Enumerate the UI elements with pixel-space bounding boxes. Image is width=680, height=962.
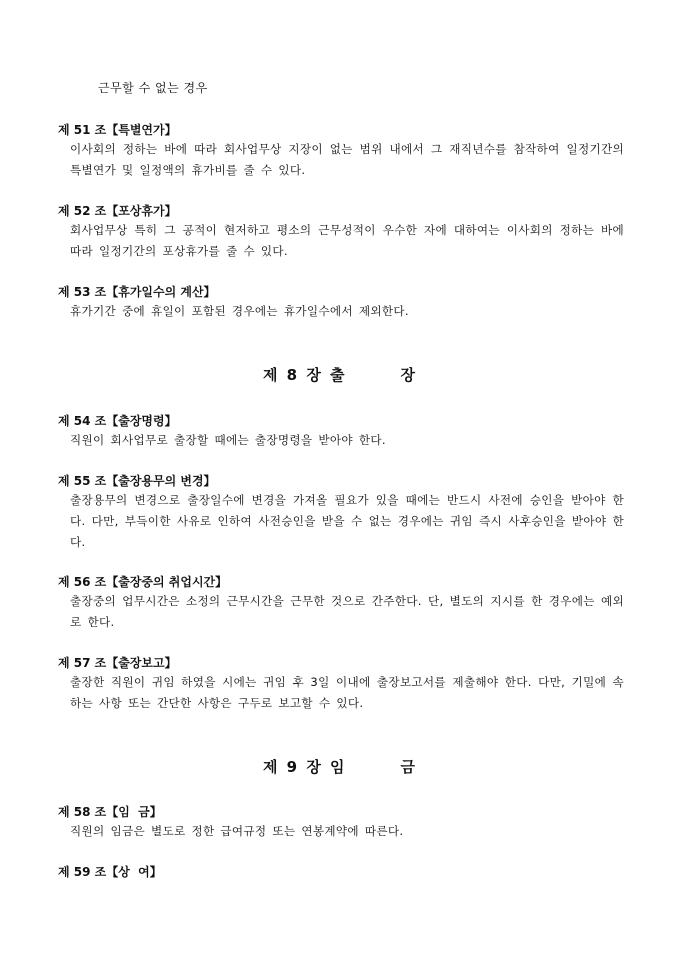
article-body: 직원이 회사업무로 출장할 때에는 출장명령을 받아야 한다. — [70, 433, 386, 447]
article-55 — [58, 472, 624, 553]
article-54 — [58, 412, 624, 451]
article-title: 제 54 조【출장명령】 — [58, 414, 177, 428]
article-body: 출장한 직원이 귀임 하였을 시에는 귀임 후 3일 이내에 출장보고서를 제출해야 한다. 다만, 기밀에 속하는 사항 또는 간단한 사항은 구두로 보고할 수 있다. — [70, 675, 624, 710]
article-body: 이사회의 정하는 바에 따라 회사업무상 지장이 없는 범위 내에서 그 재직년수를 참작하여 일정기간의 특별연가 및 일정액의 휴가비를 줄 수 있다. — [70, 142, 624, 177]
article-body: 출장중의 업무시간은 소정의 근무시간을 근무한 것으로 간주한다. 단, 별도의 지시를 한 경우에는 예외로 한다. — [70, 594, 624, 629]
article-title: 제 52 조【포상휴가】 — [58, 204, 177, 218]
chapter-heading-8 — [0, 364, 680, 385]
article-title: 제 55 조【출장용무의 변경】 — [58, 474, 216, 488]
continued-text: 근무할 수 없는 경우 — [98, 81, 208, 95]
article-title: 제 59 조【상 여】 — [58, 865, 162, 879]
article-body: 출장용무의 변경으로 출장일수에 변경을 가져올 필요가 있을 때에는 반드시 사전에 승인을 받아야 한다. 다만, 부득이한 사유로 인하여 사전승인을 받을 수 없는 경우에는 귀임 즉시 사후승인을 받아야 한다. — [70, 493, 624, 549]
article-title: 제 58 조【임 금】 — [58, 805, 162, 819]
article-title: 제 51 조【특별연가】 — [58, 123, 177, 137]
article-57 — [58, 654, 624, 714]
article-title: 제 57 조【출장보고】 — [58, 656, 177, 670]
chapter-title-suffix: 금 — [400, 758, 418, 776]
article-56 — [58, 573, 624, 633]
chapter-title-prefix: 제 9 장 임 — [262, 758, 347, 776]
article-title: 제 53 조【휴가일수의 계산】 — [58, 285, 216, 299]
article-58 — [58, 803, 624, 842]
chapter-title-prefix: 제 8 장 출 — [262, 366, 347, 384]
chapter-title-suffix: 장 — [400, 366, 418, 384]
chapter-heading-9 — [0, 756, 680, 777]
article-body: 휴가기간 중에 휴일이 포함된 경우에는 휴가일수에서 제외한다. — [70, 304, 409, 318]
article-body: 회사업무상 특히 그 공적이 현저하고 평소의 근무성적이 우수한 자에 대하여는 이사회의 정하는 바에 따라 일정기간의 포상휴가를 줄 수 있다. — [70, 223, 624, 258]
article-body: 직원의 임금은 별도로 정한 급여규정 또는 연봉계약에 따른다. — [70, 824, 404, 838]
article-51 — [58, 121, 624, 181]
article-title: 제 56 조【출장중의 취업시간】 — [58, 575, 228, 589]
article-53 — [58, 283, 624, 322]
article-59 — [58, 863, 624, 881]
article-52 — [58, 202, 624, 262]
